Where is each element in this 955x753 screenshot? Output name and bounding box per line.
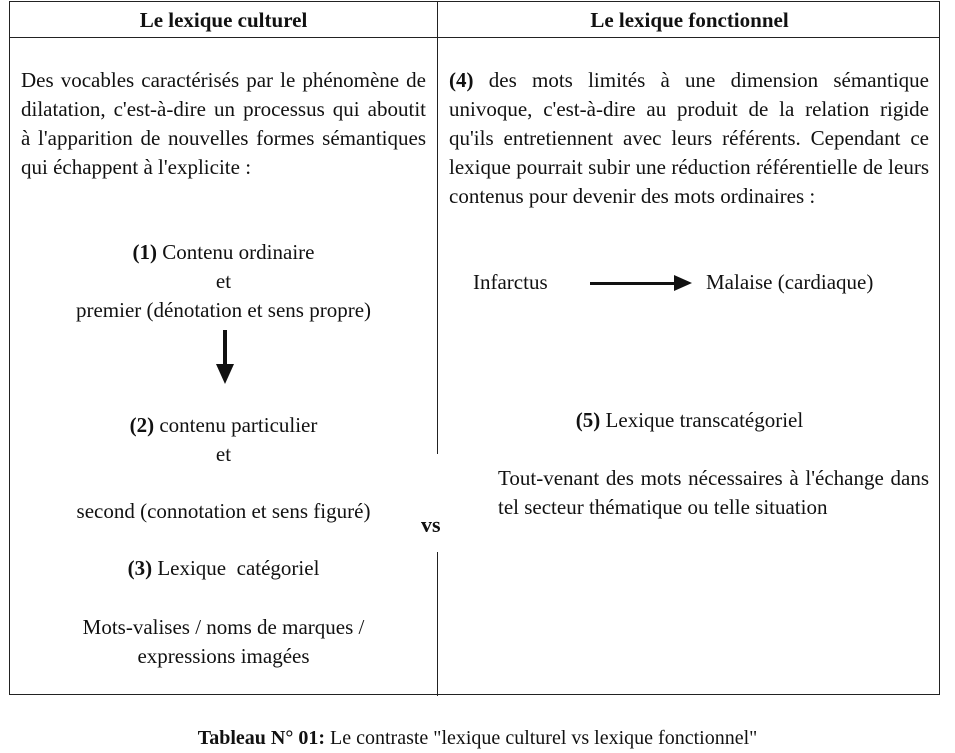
arrow-right-head-icon [674,275,692,291]
item1-number: (1) [132,240,158,264]
item4-number: (4) [449,68,474,92]
caption-text: Le contraste "lexique culturel vs lexique fonctionnel" [325,727,758,749]
arrow-right-icon [590,282,675,285]
item3-line [10,554,437,583]
column-divider-bottom [437,552,438,696]
right-intro-text [449,66,929,211]
item4-text: des mots limités à une dimension sémantique univoque, c'est-à-dire au produit de la relation rigide qu'ils entretiennent avec leurs référents. Cependant ce lexique pourrait subir une réduction référentielle de leurs contenus pour devenir des mots ordinaires : [449,68,929,208]
item5-number: (5) [575,408,601,432]
caption-label: Tableau N° 01: [197,727,325,749]
left-intro-text: Des vocables caractérisés par le phénomène de dilatation, c'est-à-dire un processus qui aboutit à l'apparition de nouvelles formes sémantiques qui échappent à l'explicite : [21,68,426,179]
item3-examples-line1: Mots-valises / noms de marques / [82,615,365,639]
item3-examples-line2: expressions imagées [137,644,310,668]
item2-number: (2) [129,413,155,437]
header-divider [10,37,939,38]
example-from: Infarctus [473,270,548,294]
item3-label: Lexique catégoriel [157,556,320,580]
tout-venant-text: Tout-venant des mots nécessaires à l'échange dans tel secteur thématique ou telle situation [498,466,929,519]
arrow-down-icon [223,330,227,366]
item2-line2: et [215,442,232,466]
item5-label: Lexique transcatégoriel [605,408,804,432]
column-divider-top [437,2,438,454]
item1-line3: premier (dénotation et sens propre) [75,298,372,322]
vs-label: vs [421,512,441,537]
item2-line3: second (connotation et sens figuré) [76,499,371,523]
header-right: Le lexique fonctionnel [590,8,789,32]
item1-line2: et [215,269,232,293]
header-left: Le lexique culturel [139,8,308,32]
arrow-down-head-icon [216,364,234,384]
table-caption [0,727,955,750]
item2-line1 [10,411,437,440]
item1-line1 [10,238,437,267]
example-to: Malaise (cardiaque) [706,270,874,294]
item3-number: (3) [127,556,153,580]
contrast-table [9,1,940,695]
item2-label: contenu particulier [159,413,318,437]
item5-line [438,408,941,433]
item1-label: Contenu ordinaire [162,240,315,264]
